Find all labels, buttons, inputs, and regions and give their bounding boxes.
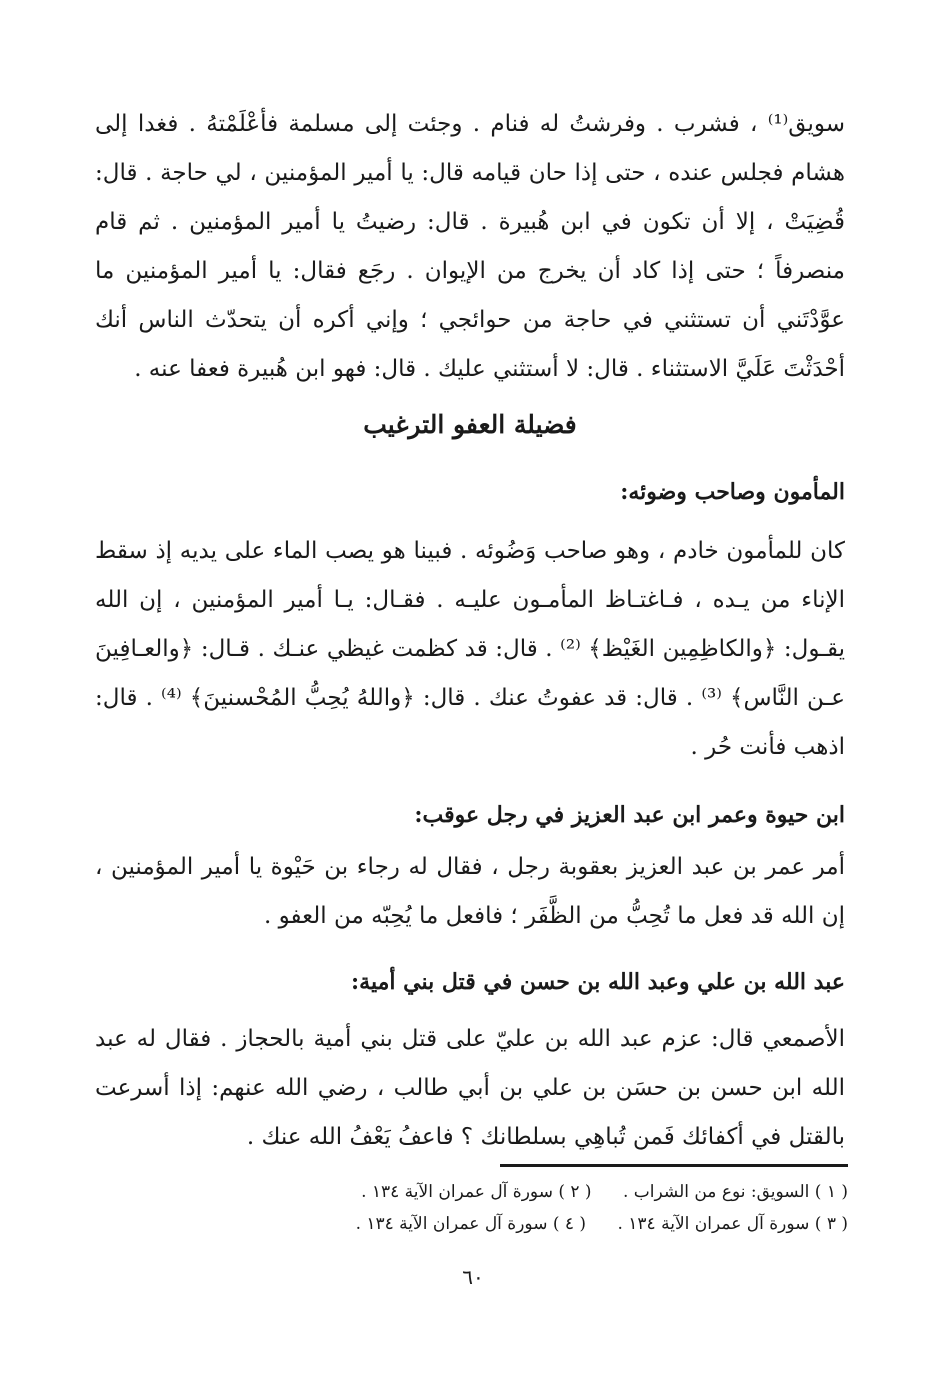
footnote-4: ( ٤ ) سورة آل عمران الآية ١٣٤ .: [355, 1214, 587, 1234]
paragraph-text: أمر عمر بن عبد العزيز بعقوبة رجل ، فقال له رجاء بن حَيْوة يا أمير المؤمنين ، إن الله قد فعل ما تُحِبُّ من الظَّفَر ؛ فافعل ما يُحِبّه من العفو .: [95, 854, 845, 929]
page-number: ٦٠: [462, 1265, 484, 1289]
paragraph-text: سويق⁽¹⁾ ، فشرب . وفرشتُ له فنام . وجئت إلى مسلمة فأعْلَمْتهُ . فغدا إلى هشام فجلس عنده ، حتى إذا حان قيامه قال: يا أمير المؤمنين ، لي حاجة . قال: قُضِيَتْ ، إلا أن تكون في ابن هُبيرة . قال: رضيتُ يا أمير المؤمنين . ثم قام منصرفاً ؛ حتى إذا كاد أن يخرج من الإيوان . رجَع فقال: يا أمير المؤمنين ما عوَّدْتَني أن تستثني في حاجة من حوائجي ؛ وإني أكره أن يتحدّث الناس أنك أحْدَثْتَ عَلَيَّ الاستثناء . قال: لا أستثني عليك . قال: فهو ابن هُبيرة فعفا عنه .: [95, 111, 845, 382]
footnote-line-1: [300, 1176, 848, 1208]
subheading-abdullah: عبد الله بن علي وعبد الله بن حسن في قتل بني أمية:: [351, 969, 845, 995]
paragraph-haywa: [95, 843, 845, 941]
paragraph-mamun: [95, 527, 845, 772]
subheading-haywa: ابن حيوة وعمر ابن عبد العزيز في رجل عوقب:: [414, 802, 845, 828]
paragraph-text: كان للمأمون خادم ، وهو صاحب وَضُوئه . فبينا هو يصب الماء على يديه إذ سقط الإناء من يـده ، فـاغتـاظ المأمـون عليـه . فقـال: يـا أمير المؤمنين ، إن الله يقـول: ﴿والكاظِمِين الغَيْظ﴾ ⁽²⁾ . قال: قد كظمت غيظي عنـك . قـال: ﴿والعـافِينَ عـن النَّاس﴾ ⁽³⁾ . قال: قد عفوتُ عنك . قال: ﴿واللهُ يُحِبُّ المُحْسنينَ﴾ ⁽⁴⁾ . قال: اذهب فأنت حُر .: [95, 538, 846, 760]
footnote-1: ( ١ ) السويق: نوع من الشراب .: [622, 1182, 848, 1202]
footnote-divider: [500, 1164, 848, 1167]
footnote-3: ( ٣ ) سورة آل عمران الآية ١٣٤ .: [617, 1214, 848, 1234]
paragraph-text: الأصمعي قال: عزم عبد الله بن عليّ على قتل بني أمية بالحجاز . فقال له عبد الله ابن حسن بن حسَن بن علي بن أبي طالب ، رضي الله عنهم: إذا أسرعت بالقتل في أكفائك فَمن تُباهِي بسلطانك ؟ فاعفُ يَعْفُ الله عنك .: [95, 1026, 845, 1150]
subheading-mamun: المأمون وصاحب وضوئه:: [620, 479, 845, 505]
paragraph-hisham: [95, 100, 845, 394]
section-title: فضيلة العفو الترغيب: [363, 410, 577, 439]
paragraph-abdullah: [95, 1015, 845, 1162]
footnote-2: ( ٢ ) سورة آل عمران الآية ١٣٤ .: [361, 1182, 592, 1202]
footnote-line-2: [300, 1208, 848, 1240]
